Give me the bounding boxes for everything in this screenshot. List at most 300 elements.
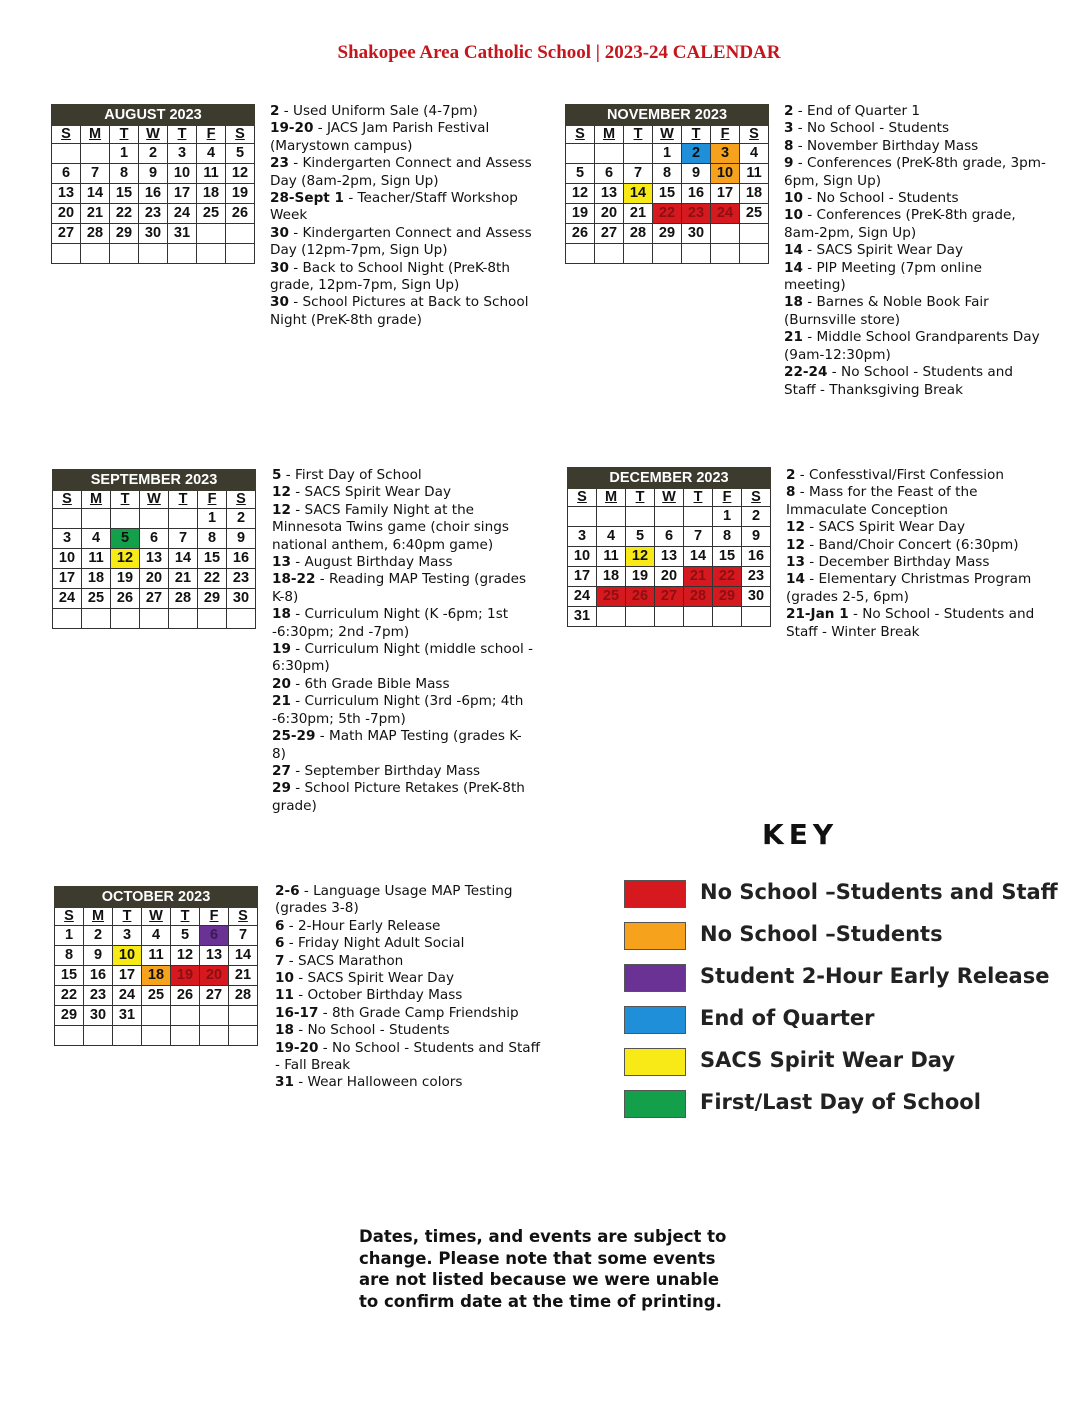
- event-text: - Curriculum Night (middle school - 6:30pm): [272, 641, 534, 675]
- day-cell: 27: [655, 587, 684, 607]
- weekday-label: T: [684, 489, 713, 507]
- empty-day-cell: [740, 224, 769, 244]
- month-header: DECEMBER 2023: [568, 468, 771, 489]
- events-november: [784, 103, 1046, 399]
- day-cell: 11: [197, 164, 226, 184]
- weekday-label: W: [140, 491, 169, 509]
- day-cell: 13: [52, 184, 81, 204]
- empty-day-cell: [53, 509, 82, 529]
- week-row: [566, 144, 769, 164]
- day-cell: 9: [742, 527, 771, 547]
- empty-day-cell: [52, 244, 81, 264]
- day-cell: 16: [84, 966, 113, 986]
- empty-day-cell: [169, 509, 198, 529]
- event-date: 19: [272, 641, 291, 658]
- day-cell: 19: [171, 966, 200, 986]
- event-text: - Conferences (PreK-8th grade, 8am-2pm, Sign Up): [784, 207, 1016, 241]
- empty-day-cell: [566, 244, 595, 264]
- day-cell: 20: [655, 567, 684, 587]
- event-date: 7: [275, 952, 285, 969]
- day-cell: 6: [140, 529, 169, 549]
- day-cell: 1: [110, 144, 139, 164]
- day-cell: 1: [713, 507, 742, 527]
- event-text: - PIP Meeting (7pm online meeting): [784, 259, 982, 294]
- event-item: [275, 1040, 545, 1075]
- event-text: - SACS Family Night at the Minnesota Twins game (choir sings national anthem, 6:40pm game): [272, 501, 509, 553]
- event-text: - Back to School Night (PreK-8th grade, 12pm-7pm, Sign Up): [270, 259, 510, 294]
- event-text: - Band/Choir Concert (6:30pm): [804, 536, 1019, 553]
- weekday-label: M: [597, 489, 626, 507]
- week-row: [55, 1006, 258, 1026]
- event-text: - August Birthday Mass: [290, 554, 453, 571]
- event-text: - 8th Grade Camp Friendship: [318, 1004, 519, 1021]
- empty-day-cell: [171, 1006, 200, 1026]
- events-september: [272, 467, 534, 815]
- week-row: [53, 589, 256, 609]
- empty-day-cell: [113, 1026, 142, 1046]
- month-header: NOVEMBER 2023: [566, 105, 769, 126]
- day-cell: 19: [566, 204, 595, 224]
- event-text: - School Pictures at Back to School Night (PreK-8th grade): [270, 294, 529, 328]
- day-cell: 15: [198, 549, 227, 569]
- weekday-label: S: [229, 908, 258, 926]
- event-date: 2: [784, 103, 794, 119]
- event-item: [275, 1022, 545, 1039]
- day-cell: 24: [53, 589, 82, 609]
- event-text: - No School - Students: [802, 190, 959, 207]
- event-item: [270, 294, 532, 329]
- event-text: - December Birthday Mass: [804, 554, 990, 571]
- day-cell: 20: [140, 569, 169, 589]
- week-row: [566, 244, 769, 264]
- event-text: - SACS Marathon: [284, 952, 404, 969]
- event-date: 10: [784, 190, 803, 207]
- day-cell: 28: [81, 224, 110, 244]
- event-item: [272, 693, 534, 728]
- day-cell: 10: [53, 549, 82, 569]
- day-cell: 29: [110, 224, 139, 244]
- empty-day-cell: [81, 144, 110, 164]
- event-item: [272, 467, 534, 484]
- event-date: 16-17: [275, 1004, 319, 1021]
- day-cell: 11: [82, 549, 111, 569]
- event-text: - Mass for the Feast of the Immaculate Conception: [786, 484, 978, 518]
- event-date: 20: [272, 675, 291, 692]
- event-date: 9: [784, 155, 794, 172]
- weekday-label: F: [713, 489, 742, 507]
- day-cell: 20: [52, 204, 81, 224]
- week-row: [53, 609, 256, 629]
- day-cell: 22: [55, 986, 84, 1006]
- event-date: 22-24: [784, 364, 828, 381]
- event-date: 21: [272, 693, 291, 710]
- event-item: [272, 606, 534, 641]
- event-item: [784, 260, 1046, 295]
- empty-day-cell: [171, 1026, 200, 1046]
- day-cell: 15: [653, 184, 682, 204]
- event-date: 5: [272, 467, 282, 483]
- empty-day-cell: [226, 244, 255, 264]
- empty-day-cell: [624, 244, 653, 264]
- day-cell: 2: [84, 926, 113, 946]
- color-swatch: [624, 880, 686, 908]
- day-cell: 13: [140, 549, 169, 569]
- day-cell: 10: [568, 547, 597, 567]
- month-header: AUGUST 2023: [52, 105, 255, 126]
- event-item: [270, 155, 532, 190]
- empty-day-cell: [684, 607, 713, 627]
- event-item: [270, 260, 532, 295]
- event-date: 29: [272, 780, 291, 797]
- day-cell: 27: [140, 589, 169, 609]
- empty-day-cell: [711, 244, 740, 264]
- event-date: 19-20: [275, 1039, 319, 1056]
- event-text: - November Birthday Mass: [793, 137, 979, 154]
- event-item: [270, 225, 532, 260]
- event-text: - SACS Spirit Wear Day: [802, 242, 963, 259]
- event-date: 2: [786, 467, 796, 483]
- weekday-label: M: [82, 491, 111, 509]
- empty-day-cell: [200, 1026, 229, 1046]
- empty-day-cell: [197, 244, 226, 264]
- event-date: 19-20: [270, 120, 314, 137]
- weekday-label: F: [711, 126, 740, 144]
- event-item: [272, 484, 534, 501]
- day-cell: 1: [198, 509, 227, 529]
- weekday-label: T: [168, 126, 197, 144]
- color-swatch: [624, 964, 686, 992]
- day-cell: 29: [198, 589, 227, 609]
- event-date: 12: [786, 536, 805, 553]
- day-cell: 25: [197, 204, 226, 224]
- event-date: 14: [786, 571, 805, 588]
- week-row: [566, 204, 769, 224]
- event-text: - Used Uniform Sale (4-7pm): [279, 103, 478, 119]
- day-cell: 15: [55, 966, 84, 986]
- day-cell: 12: [111, 549, 140, 569]
- week-row: [52, 204, 255, 224]
- event-date: 12: [272, 501, 291, 518]
- weekday-label: T: [171, 908, 200, 926]
- empty-day-cell: [684, 507, 713, 527]
- empty-day-cell: [139, 244, 168, 264]
- weekday-label: S: [227, 491, 256, 509]
- event-item: [275, 883, 545, 918]
- day-cell: 1: [55, 926, 84, 946]
- day-cell: 23: [227, 569, 256, 589]
- day-cell: 31: [113, 1006, 142, 1026]
- day-cell: 23: [682, 204, 711, 224]
- day-cell: 20: [595, 204, 624, 224]
- day-cell: 26: [171, 986, 200, 1006]
- weekday-label: T: [169, 491, 198, 509]
- calendar-september: [52, 469, 256, 629]
- day-cell: 17: [568, 567, 597, 587]
- event-text: - Wear Halloween colors: [293, 1074, 463, 1091]
- event-item: [784, 155, 1046, 190]
- empty-day-cell: [169, 609, 198, 629]
- day-cell: 11: [740, 164, 769, 184]
- event-item: [786, 537, 1048, 554]
- key-label: Student 2-Hour Early Release: [700, 964, 1050, 988]
- day-cell: 19: [226, 184, 255, 204]
- empty-day-cell: [55, 1026, 84, 1046]
- event-date: 14: [784, 259, 803, 276]
- color-swatch: [624, 922, 686, 950]
- event-item: [784, 190, 1046, 207]
- event-item: [786, 467, 1048, 484]
- event-item: [784, 294, 1046, 329]
- weekday-label: M: [84, 908, 113, 926]
- empty-day-cell: [140, 609, 169, 629]
- empty-day-cell: [110, 244, 139, 264]
- month-header: SEPTEMBER 2023: [53, 470, 256, 491]
- event-text: - Confesstival/First Confession: [795, 467, 1004, 483]
- day-cell: 2: [227, 509, 256, 529]
- day-cell: 28: [229, 986, 258, 1006]
- event-item: [272, 780, 534, 815]
- event-date: 18: [275, 1022, 294, 1039]
- day-cell: 29: [653, 224, 682, 244]
- event-text: - SACS Spirit Wear Day: [290, 484, 451, 501]
- day-cell: 21: [169, 569, 198, 589]
- week-row: [568, 507, 771, 527]
- events-october: [275, 883, 545, 1092]
- day-cell: 17: [113, 966, 142, 986]
- day-cell: 14: [624, 184, 653, 204]
- event-text: - Elementary Christmas Program (grades 2-5, 6pm): [786, 571, 1032, 605]
- week-row: [53, 569, 256, 589]
- event-item: [275, 1074, 545, 1091]
- week-row: [568, 527, 771, 547]
- day-cell: 8: [110, 164, 139, 184]
- empty-day-cell: [568, 507, 597, 527]
- day-cell: 16: [682, 184, 711, 204]
- event-date: 6: [275, 935, 285, 952]
- day-cell: 9: [682, 164, 711, 184]
- event-text: - Barnes & Noble Book Fair (Burnsville store): [784, 294, 989, 328]
- event-item: [270, 103, 532, 120]
- event-text: - Math MAP Testing (grades K-8): [272, 728, 522, 762]
- day-cell: 3: [568, 527, 597, 547]
- event-date: 21-Jan 1: [786, 606, 849, 623]
- event-item: [275, 953, 545, 970]
- weekday-label: S: [740, 126, 769, 144]
- event-date: 8: [786, 484, 796, 501]
- day-cell: 12: [171, 946, 200, 966]
- empty-day-cell: [53, 609, 82, 629]
- key-label: No School –Students and Staff: [700, 880, 1058, 904]
- day-cell: 8: [653, 164, 682, 184]
- day-cell: 30: [139, 224, 168, 244]
- day-cell: 16: [227, 549, 256, 569]
- event-date: 2-6: [275, 883, 300, 899]
- week-row: [52, 144, 255, 164]
- day-cell: 22: [653, 204, 682, 224]
- day-cell: 4: [82, 529, 111, 549]
- event-item: [275, 987, 545, 1004]
- event-text: - 6th Grade Bible Mass: [290, 675, 450, 692]
- event-date: 30: [270, 224, 289, 241]
- day-cell: 26: [626, 587, 655, 607]
- empty-day-cell: [82, 509, 111, 529]
- event-item: [784, 138, 1046, 155]
- day-cell: 18: [740, 184, 769, 204]
- empty-day-cell: [682, 244, 711, 264]
- event-date: 13: [272, 554, 291, 571]
- day-cell: 23: [139, 204, 168, 224]
- day-cell: 18: [597, 567, 626, 587]
- day-cell: 24: [568, 587, 597, 607]
- empty-day-cell: [711, 224, 740, 244]
- key-label: SACS Spirit Wear Day: [700, 1048, 956, 1072]
- empty-day-cell: [713, 607, 742, 627]
- day-cell: 3: [711, 144, 740, 164]
- empty-day-cell: [740, 244, 769, 264]
- weekday-label: W: [653, 126, 682, 144]
- event-date: 23: [270, 155, 289, 172]
- event-text: - September Birthday Mass: [290, 762, 481, 779]
- weekday-label: T: [626, 489, 655, 507]
- event-date: 31: [275, 1074, 294, 1091]
- event-item: [784, 329, 1046, 364]
- weekday-label: F: [197, 126, 226, 144]
- day-cell: 19: [111, 569, 140, 589]
- event-text: - Curriculum Night (3rd -6pm; 4th -6:30pm; 5th -7pm): [272, 693, 524, 727]
- week-row: [52, 164, 255, 184]
- day-cell: 31: [168, 224, 197, 244]
- day-cell: 27: [200, 986, 229, 1006]
- day-cell: 16: [139, 184, 168, 204]
- event-text: - Friday Night Adult Social: [284, 935, 465, 952]
- event-item: [272, 676, 534, 693]
- empty-day-cell: [168, 244, 197, 264]
- empty-day-cell: [197, 224, 226, 244]
- day-cell: 9: [84, 946, 113, 966]
- event-text: - Conferences (PreK-8th grade, 3pm-6pm, Sign Up): [784, 155, 1046, 189]
- day-cell: 7: [684, 527, 713, 547]
- day-cell: 5: [226, 144, 255, 164]
- weekday-label: T: [113, 908, 142, 926]
- empty-day-cell: [140, 509, 169, 529]
- day-cell: 6: [52, 164, 81, 184]
- weekday-label: S: [566, 126, 595, 144]
- day-cell: 15: [713, 547, 742, 567]
- day-cell: 9: [139, 164, 168, 184]
- key-title: KEY: [762, 818, 839, 851]
- day-cell: 26: [111, 589, 140, 609]
- day-cell: 7: [169, 529, 198, 549]
- color-swatch: [624, 1006, 686, 1034]
- day-cell: 6: [595, 164, 624, 184]
- event-item: [784, 242, 1046, 259]
- empty-day-cell: [200, 1006, 229, 1026]
- disclaimer-note: Dates, times, and events are subject to change. Please note that some events are not listed because we were unable to confirm date at the time of printing.: [359, 1227, 727, 1311]
- event-item: [786, 484, 1048, 519]
- empty-day-cell: [566, 144, 595, 164]
- day-cell: 4: [597, 527, 626, 547]
- day-cell: 25: [82, 589, 111, 609]
- weekday-label: S: [55, 908, 84, 926]
- day-cell: 14: [81, 184, 110, 204]
- empty-day-cell: [84, 1026, 113, 1046]
- day-cell: 26: [226, 204, 255, 224]
- weekday-label: S: [52, 126, 81, 144]
- event-item: [270, 120, 532, 155]
- event-date: 27: [272, 762, 291, 779]
- empty-day-cell: [142, 1026, 171, 1046]
- weekday-label: F: [198, 491, 227, 509]
- empty-day-cell: [111, 609, 140, 629]
- day-cell: 13: [595, 184, 624, 204]
- event-item: [272, 571, 534, 606]
- day-cell: 23: [84, 986, 113, 1006]
- day-cell: 4: [142, 926, 171, 946]
- empty-day-cell: [597, 507, 626, 527]
- day-cell: 22: [713, 567, 742, 587]
- empty-day-cell: [624, 144, 653, 164]
- event-date: 10: [784, 207, 803, 224]
- event-text: - SACS Spirit Wear Day: [293, 970, 454, 987]
- event-text: - Kindergarten Connect and Assess Day (8am-2pm, Sign Up): [270, 155, 532, 189]
- day-cell: 13: [655, 547, 684, 567]
- day-cell: 29: [713, 587, 742, 607]
- event-text: - JACS Jam Parish Festival (Marystown campus): [270, 120, 490, 154]
- day-cell: 20: [200, 966, 229, 986]
- event-date: 13: [786, 554, 805, 571]
- empty-day-cell: [595, 144, 624, 164]
- weekday-label: W: [655, 489, 684, 507]
- event-item: [275, 1005, 545, 1022]
- event-item: [270, 190, 532, 225]
- page-title: Shakopee Area Catholic School | 2023-24 CALENDAR: [337, 42, 781, 63]
- week-row: [568, 587, 771, 607]
- event-text: - School Picture Retakes (PreK-8th grade): [272, 780, 525, 814]
- month-header: OCTOBER 2023: [55, 887, 258, 908]
- empty-day-cell: [227, 609, 256, 629]
- week-row: [55, 986, 258, 1006]
- day-cell: 10: [113, 946, 142, 966]
- day-cell: 10: [168, 164, 197, 184]
- event-date: 14: [784, 242, 803, 259]
- day-cell: 18: [142, 966, 171, 986]
- event-item: [784, 207, 1046, 242]
- empty-day-cell: [229, 1026, 258, 1046]
- key-label: First/Last Day of School: [700, 1090, 981, 1114]
- event-date: 3: [784, 120, 794, 137]
- event-item: [786, 519, 1048, 536]
- day-cell: 18: [82, 569, 111, 589]
- empty-day-cell: [595, 244, 624, 264]
- day-cell: 28: [684, 587, 713, 607]
- week-row: [568, 567, 771, 587]
- day-cell: 11: [142, 946, 171, 966]
- day-cell: 24: [168, 204, 197, 224]
- event-item: [272, 502, 534, 554]
- day-cell: 14: [229, 946, 258, 966]
- event-date: 18-22: [272, 571, 316, 588]
- event-text: - Kindergarten Connect and Assess Day (12pm-7pm, Sign Up): [270, 224, 532, 259]
- day-cell: 30: [742, 587, 771, 607]
- event-text: - Teacher/Staff Workshop Week: [270, 190, 518, 224]
- day-cell: 22: [198, 569, 227, 589]
- color-swatch: [624, 1090, 686, 1118]
- day-cell: 22: [110, 204, 139, 224]
- day-cell: 10: [711, 164, 740, 184]
- event-date: 12: [272, 484, 291, 501]
- day-cell: 6: [655, 527, 684, 547]
- empty-day-cell: [626, 607, 655, 627]
